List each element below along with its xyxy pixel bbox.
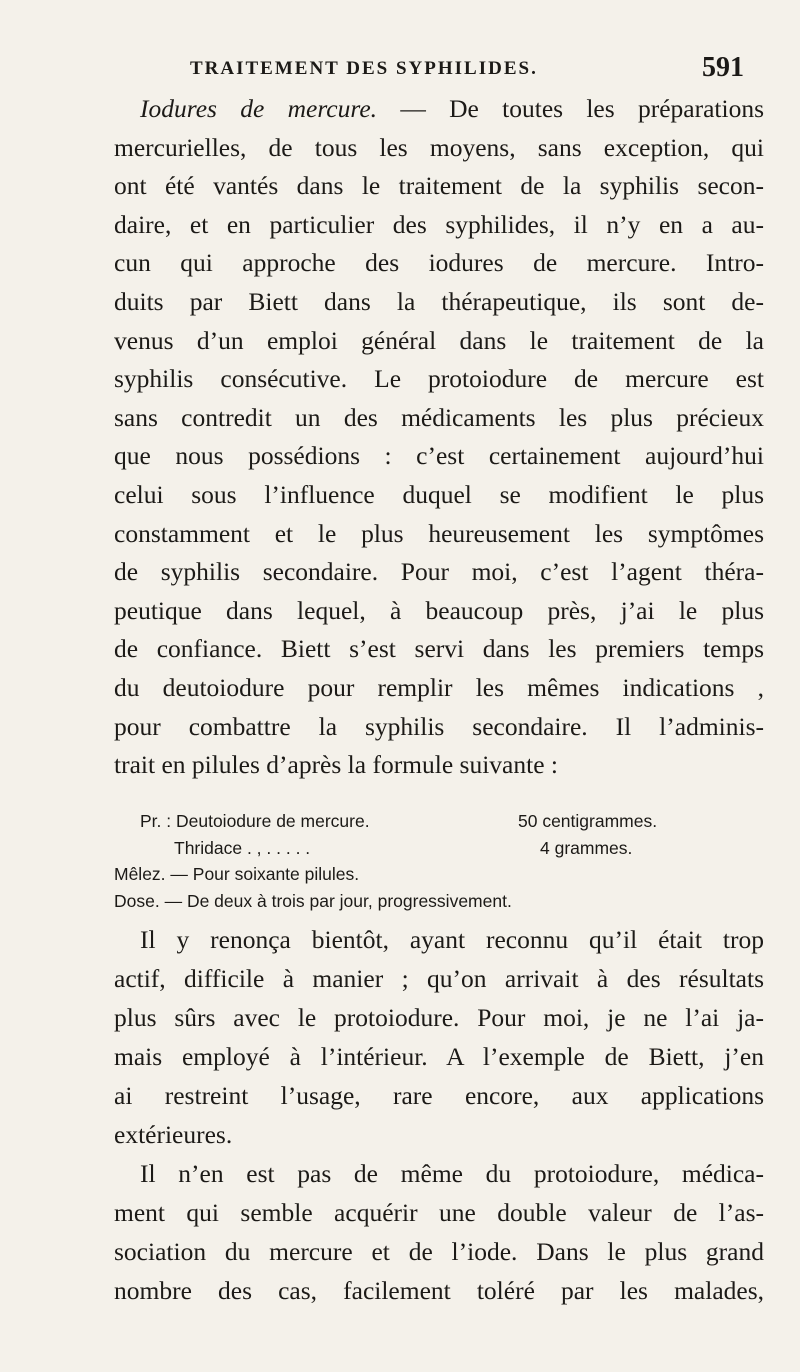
text-line: venus d’un emploi général dans le traitement de la [114, 325, 764, 355]
formula-row [140, 835, 760, 862]
text-line: celui sous l’influence duquel se modifient le plus [114, 479, 764, 509]
text-line: constamment et le plus heureusement les symptômes [114, 518, 764, 548]
text-line: trait en pilules d’après la formule suivante : [114, 750, 558, 780]
text-line: mais employé à l’intérieur. A l’exemple de Biett, j’en [114, 1042, 764, 1071]
text-span: — De toutes les préparations [377, 94, 764, 123]
formula-quantity: 50 centigrammes. [518, 811, 658, 831]
text-line: de syphilis secondaire. Pour moi, c’est l’agent théra- [114, 557, 764, 587]
text-line: que nous possédions : c’est certainement aujourd’hui [114, 441, 764, 471]
text-line: nombre des cas, facilement toléré par les malades, [114, 1276, 764, 1305]
text-line [114, 90, 764, 129]
text-line: actif, difficile à manier ; qu’on arrivait à des résultats [114, 964, 764, 993]
paragraph-renonca [114, 920, 764, 1310]
page-number: 591 [702, 52, 744, 83]
text-line: pour combattre la syphilis secondaire. Il l’adminis- [114, 711, 764, 741]
running-head: TRAITEMENT DES SYPHILIDES. [190, 58, 538, 79]
prescription-formula [114, 808, 760, 914]
formula-quantity: 4 grammes. [540, 837, 633, 858]
text-line: mercurielles, de tous les moyens, sans exception, qui [114, 132, 764, 162]
text-line: ment qui semble acquérir une double valeur de l’as- [114, 1198, 764, 1227]
text-line: syphilis consécutive. Le protoiodure de mercure est [114, 364, 764, 394]
text-line: sans contredit un des médicaments les plus précieux [114, 402, 764, 432]
text-line: daire, et en particulier des syphilides, il n’y en a au- [114, 209, 764, 239]
text-line: sociation du mercure et de l’iode. Dans le plus grand [114, 1237, 764, 1266]
formula-ingredient: Pr. : Deutoiodure de mercure. [140, 811, 370, 831]
text-line: du deutoiodure pour remplir les mêmes indications , [114, 672, 764, 702]
formula-dose: Dose. — De deux à trois par jour, progressivement. [114, 890, 512, 911]
text-line: ont été vantés dans le traitement de la syphilis secon- [114, 171, 764, 201]
section-heading: Iodures de mercure. [140, 94, 378, 123]
formula-row [140, 808, 760, 835]
text-line: duits par Biett dans la thérapeutique, ils sont de- [114, 286, 764, 316]
text-line: ai restreint l’usage, rare encore, aux applications [114, 1081, 764, 1110]
paragraph-iodures [114, 90, 764, 785]
text-line: extérieures. [114, 1120, 233, 1149]
formula-ingredient: Thridace . , . . . . . [174, 837, 311, 858]
text-line: Il n’en est pas de même du protoiodure, médica- [140, 1159, 764, 1188]
formula-mix: Mêlez. — Pour soixante pilules. [114, 864, 360, 884]
text-line: peutique dans lequel, à beaucoup près, j’ai le plus [114, 595, 764, 625]
text-line: cun qui approche des iodures de mercure. Intro- [114, 248, 764, 278]
text-line: de confiance. Biett s’est servi dans les premiers temps [114, 634, 764, 664]
text-line: plus sûrs avec le protoiodure. Pour moi, je ne l’ai ja- [114, 1003, 764, 1032]
text-line: Il y renonça bientôt, ayant reconnu qu’il était trop [140, 925, 764, 954]
